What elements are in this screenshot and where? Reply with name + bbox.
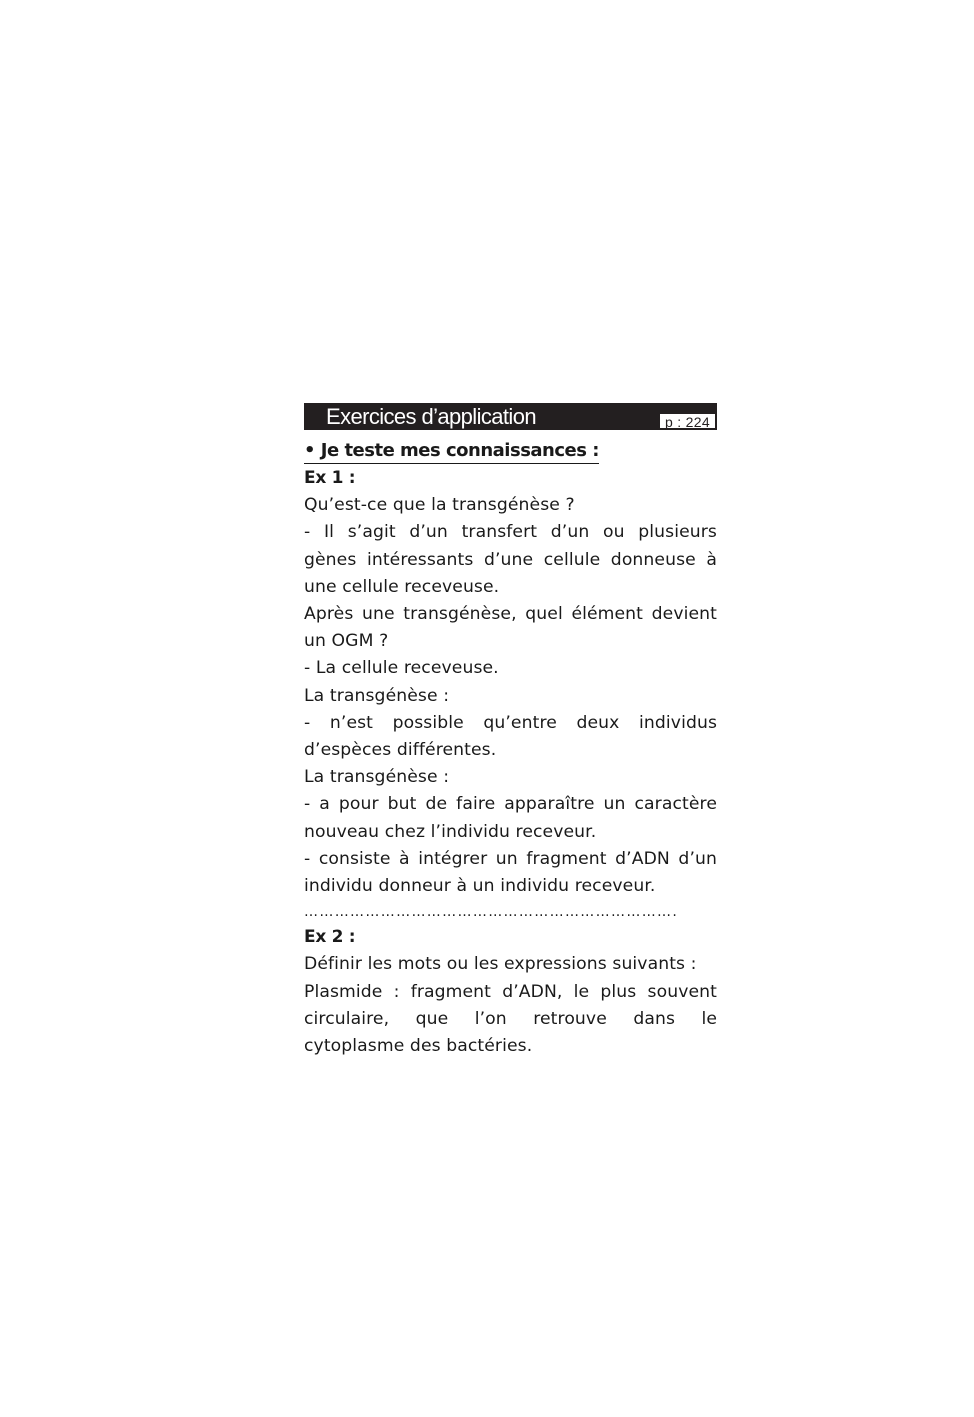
question-1: Qu’est-ce que la transgénèse ?	[304, 495, 575, 516]
definition-plasmide: Plasmide : fragment d’ADN, le plus souvent circulaire, que l’on retrouve dans le cytoplasme des bactéries.	[304, 981, 717, 1057]
exercise-2-instruction: Définir les mots ou les expressions suivants :	[304, 954, 697, 975]
dotted-separator: ……………………………………………………………….	[304, 904, 679, 921]
exercise-1-label: Ex 1 :	[304, 468, 356, 488]
section-heading: • Je teste mes connaissances :	[304, 439, 599, 464]
statement-2-answer-b: - consiste à intégrer un fragment d’ADN d’un individu donneur à un individu receveur.	[304, 848, 717, 897]
exercise-page	[304, 403, 717, 1060]
exercise-2-label: Ex 2 :	[304, 927, 356, 948]
statement-1-prompt: La transgénèse :	[304, 685, 450, 706]
statement-1-answer: - n’est possible qu’entre deux individus d’espèces différentes.	[304, 712, 717, 761]
page-reference-badge: p : 224	[659, 413, 716, 429]
answer-1: - Il s’agit d’un transfert d’un ou plusieurs gènes intéressants d’une cellule donneuse à une cellule receveuse.	[304, 522, 717, 597]
statement-2-prompt: La transgénèse :	[304, 767, 450, 788]
banner-title: Exercices d’application	[326, 404, 536, 429]
question-2: Après une transgénèse, quel élément devient un OGM ?	[304, 604, 717, 652]
answer-2: - La cellule receveuse.	[304, 658, 499, 679]
statement-2-answer-a: - a pour but de faire apparaître un caractère nouveau chez l’individu receveur.	[304, 794, 717, 842]
title-banner	[304, 403, 717, 430]
